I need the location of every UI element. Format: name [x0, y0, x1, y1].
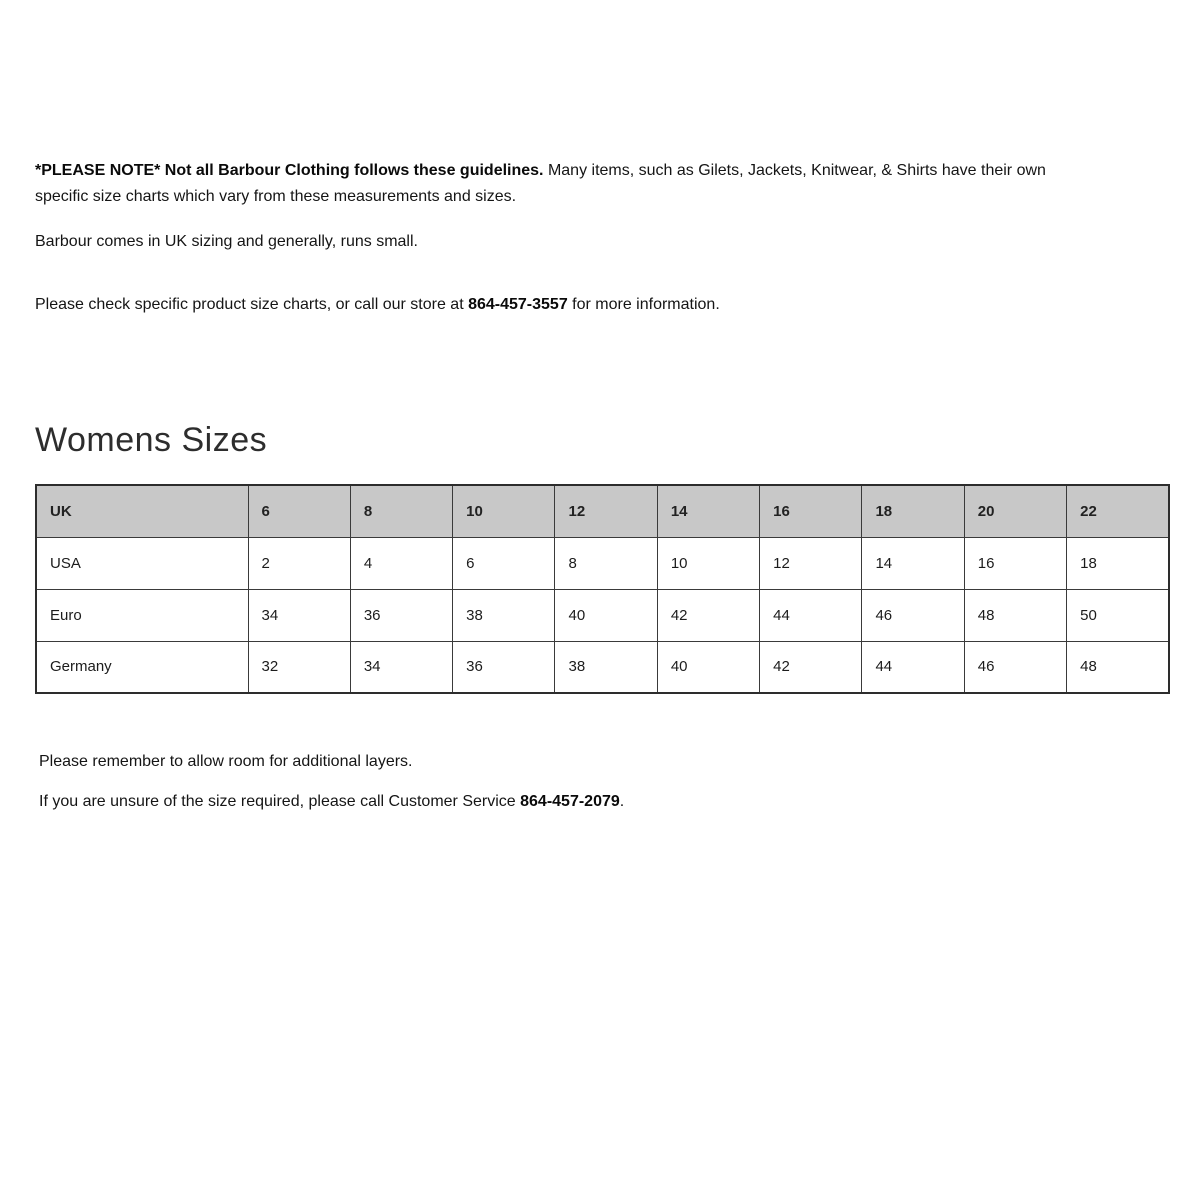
header-cell-uk: UK — [36, 485, 248, 537]
size-cell: 48 — [964, 589, 1066, 641]
size-cell: 12 — [760, 537, 862, 589]
size-cell: 16 — [964, 537, 1066, 589]
header-cell-size: 10 — [453, 485, 555, 537]
note-paragraph — [35, 158, 1075, 210]
table-row-usa — [36, 537, 1169, 589]
row-label: Euro — [36, 589, 248, 641]
size-cell: 2 — [248, 537, 350, 589]
contact-pre-text: Please check specific product size charts, or call our store at — [35, 296, 469, 313]
size-cell: 44 — [760, 589, 862, 641]
note-bold-text: *PLEASE NOTE* Not all Barbour Clothing follows these guidelines. — [35, 162, 544, 179]
size-cell: 40 — [555, 589, 657, 641]
header-cell-size: 16 — [760, 485, 862, 537]
sizing-paragraph: Barbour comes in UK sizing and generally, runs small. — [35, 233, 418, 250]
size-cell: 36 — [350, 589, 452, 641]
contact-post-text: for more information. — [567, 296, 720, 313]
header-cell-size: 12 — [555, 485, 657, 537]
size-cell: 42 — [657, 589, 759, 641]
table-row-germany — [36, 641, 1169, 693]
womens-sizes-heading: Womens Sizes — [35, 421, 268, 459]
size-cell: 34 — [248, 589, 350, 641]
layers-note-paragraph: Please remember to allow room for additional layers. — [39, 753, 413, 770]
service-post-text: . — [619, 793, 625, 810]
service-pre-text: If you are unsure of the size required, please call Customer Service — [39, 793, 521, 810]
header-cell-size: 18 — [862, 485, 964, 537]
size-cell: 36 — [453, 641, 555, 693]
size-cell: 40 — [657, 641, 759, 693]
service-phone-number: 864-457-2079 — [520, 793, 620, 810]
size-cell: 48 — [1067, 641, 1169, 693]
size-cell: 6 — [453, 537, 555, 589]
table-header-row — [36, 485, 1169, 537]
size-cell: 50 — [1067, 589, 1169, 641]
row-label: USA — [36, 537, 248, 589]
size-cell: 46 — [964, 641, 1066, 693]
store-phone-number: 864-457-3557 — [468, 296, 568, 313]
customer-service-paragraph — [39, 789, 1170, 815]
size-cell: 4 — [350, 537, 452, 589]
size-cell: 38 — [555, 641, 657, 693]
table-row-euro — [36, 589, 1169, 641]
size-cell: 32 — [248, 641, 350, 693]
size-cell: 44 — [862, 641, 964, 693]
size-cell: 18 — [1067, 537, 1169, 589]
size-cell: 46 — [862, 589, 964, 641]
header-cell-size: 6 — [248, 485, 350, 537]
size-cell: 38 — [453, 589, 555, 641]
size-cell: 14 — [862, 537, 964, 589]
note-rest-text: Many items, such as Gilets, Jackets, Knitwear, & Shirts have their own specific size charts which vary from these measurements and sizes. — [35, 162, 1046, 205]
size-cell: 10 — [657, 537, 759, 589]
row-label: Germany — [36, 641, 248, 693]
womens-sizes-table — [35, 484, 1170, 694]
size-cell: 8 — [555, 537, 657, 589]
store-contact-paragraph — [35, 292, 1170, 318]
footer-notes — [35, 749, 1170, 815]
size-cell: 42 — [760, 641, 862, 693]
size-cell: 34 — [350, 641, 452, 693]
header-cell-size: 20 — [964, 485, 1066, 537]
header-cell-size: 22 — [1067, 485, 1169, 537]
header-cell-size: 14 — [657, 485, 759, 537]
header-cell-size: 8 — [350, 485, 452, 537]
